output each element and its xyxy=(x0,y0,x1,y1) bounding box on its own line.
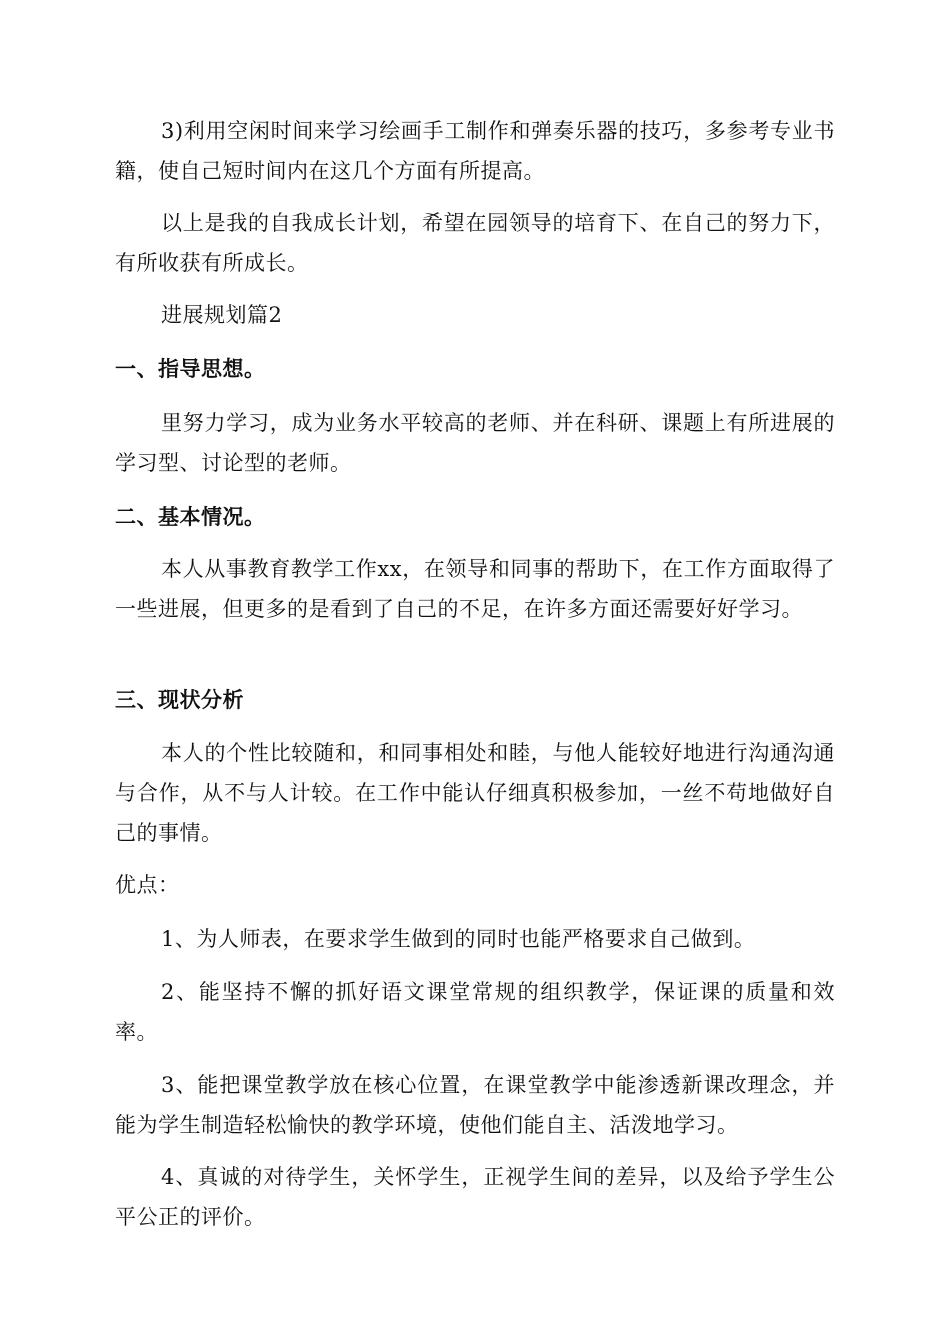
heading-basic-situation: 二、基本情况。 xyxy=(115,504,266,529)
section-title-plan-2: 进展规划篇2 xyxy=(161,303,283,327)
label-advantages: 优点： xyxy=(115,873,180,897)
paragraph-current-analysis: 本人的个性比较随和，和同事相处和睦，与他人能较好地进行沟通沟通与合作，从不与人计较。在工作中能认仔细真积极参加，一丝不苟地做好自己的事情。 xyxy=(115,741,835,845)
list-item-advantage-3: 3、能把课堂教学放在核心位置，在课堂教学中能渗透新课改理念，并能为学生制造轻松愉快的教学环境，使他们能自主、活泼地学习。 xyxy=(115,1073,835,1137)
paragraph-guiding-ideology: 里努力学习，成为业务水平较高的老师、并在科研、课题上有所进展的学习型、讨论型的老师。 xyxy=(115,411,835,475)
heading-current-analysis: 三、现状分析 xyxy=(115,687,244,712)
list-item-advantage-2: 2、能坚持不懈的抓好语文课堂常规的组织教学，保证课的质量和效率。 xyxy=(115,980,835,1044)
paragraph-hobby-skills: 3)利用空闲时间来学习绘画手工制作和弹奏乐器的技巧，多参考专业书籍，使自己短时间内在这几个方面有所提高。 xyxy=(115,119,835,183)
paragraph-basic-situation: 本人从事教育教学工作xx，在领导和同事的帮助下，在工作方面取得了一些进展，但更多的是看到了自己的不足，在许多方面还需要好好学习。 xyxy=(115,557,835,621)
paragraph-growth-plan-summary: 以上是我的自我成长计划，希望在园领导的培育下、在自己的努力下，有所收获有所成长。 xyxy=(115,211,835,275)
list-item-advantage-1: 1、为人师表，在要求学生做到的同时也能严格要求自己做到。 xyxy=(161,927,756,951)
heading-guiding-ideology: 一、指导思想。 xyxy=(115,356,266,381)
list-item-advantage-4: 4、真诚的对待学生，关怀学生，正视学生间的差异，以及给予学生公平公正的评价。 xyxy=(115,1165,835,1229)
